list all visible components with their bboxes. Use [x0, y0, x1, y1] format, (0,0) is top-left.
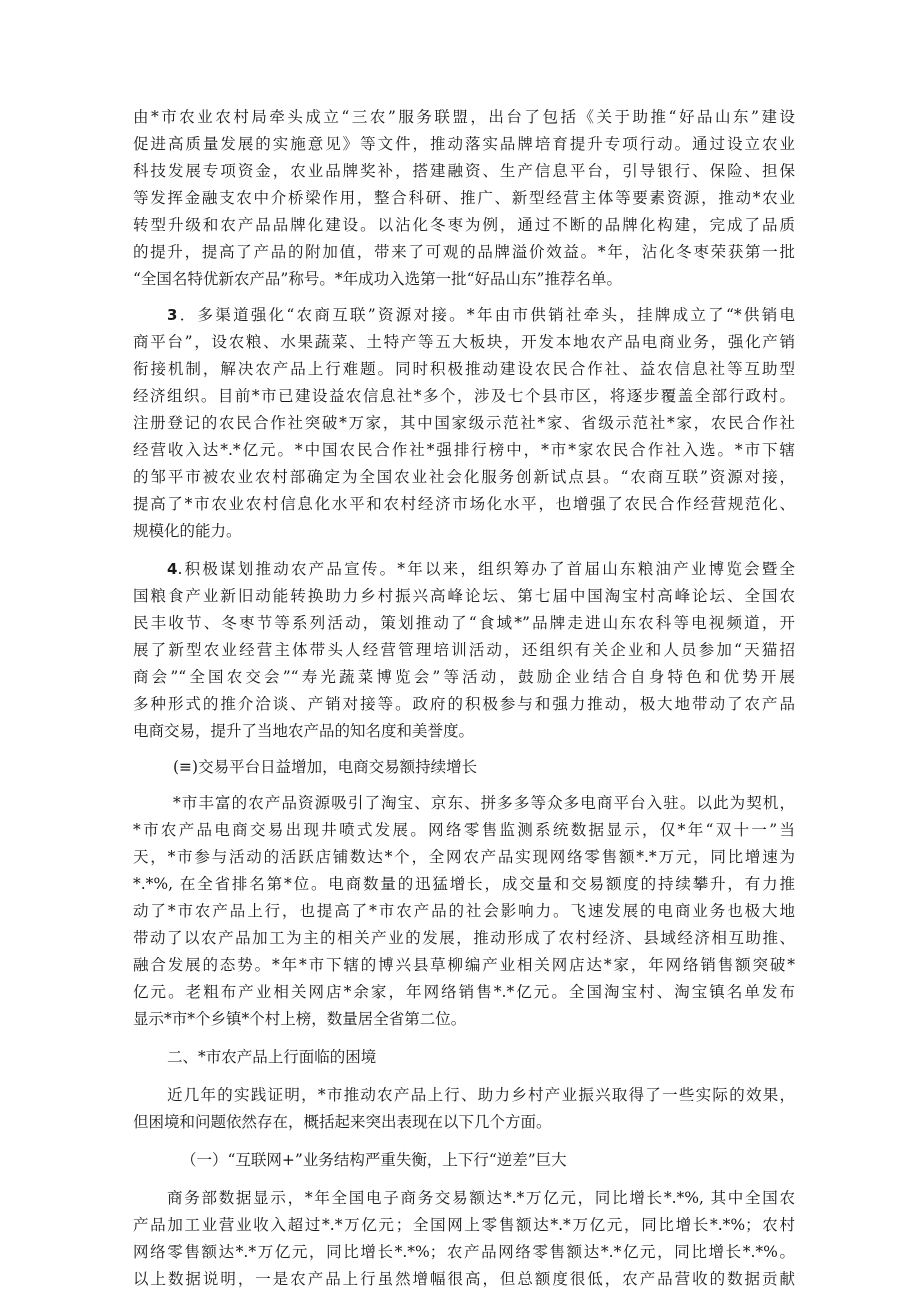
- text-line-content: ．多渠道强化“农商互联”资源对接。*年由市供销社牵头，挂牌成立了“*供销电: [177, 306, 795, 324]
- text-line: 动了*市农产品上行，也提高了*市农产品的社会影响力。飞速发展的电商业务也极大地: [133, 902, 795, 920]
- text-line: 国粮食产业新旧动能转换助力乡村振兴高峰论坛、第七届中国淘宝村高峰论坛、全国农: [133, 587, 795, 605]
- paragraph-item-4: [133, 556, 795, 745]
- text-line: 促进高质量发展的实施意见》等文件，推动落实品牌培育提升专项行动。通过设立农业: [133, 135, 795, 153]
- text-line: 等发挥金融支农中介桥梁作用，整合科研、推广、新型经营主体等要素资源，推动*农业: [133, 189, 795, 207]
- paragraph-stats: [133, 1185, 795, 1293]
- text-line: 规模化的能力。: [133, 522, 242, 540]
- text-line: 科技发展专项资金，农业品牌奖补，搭建融资、生产信息平台，引导银行、保险、担保: [133, 162, 795, 180]
- text-line: 融合发展的态势。*年*市下辖的博兴县草柳编产业相关网店达*家，年网络销售额突破*: [133, 956, 795, 974]
- text-line: 电商交易，提升了当地农产品的知名度和美誉度。: [133, 722, 475, 740]
- text-line: *.*%, 在全省排名第*位。电商数量的迅猛增长，成交量和交易额度的持续攀升，有力推: [133, 875, 795, 893]
- paragraph-intro: [133, 1082, 795, 1136]
- text-line: 但困境和问题依然存在，概括起来突出表现在以下几个方面。: [133, 1113, 552, 1131]
- text-line: 衔接机制，解决农产品上行难题。同时积极推动建设农民合作社、益农信息社等互助型: [133, 360, 795, 378]
- text-line: 天，*市参与活动的活跃店铺数达*个，全网农产品实现网络零售额*.*万元，同比增速为: [133, 848, 795, 866]
- text-line: 注册登记的农民合作社突破*万家，其中国家级示范社*家、省级示范社*家，农民合作社: [133, 414, 795, 432]
- text-line: *市丰富的农产品资源吸引了淘宝、京东、拼多多等众多电商平台入驻。以此为契机，: [173, 794, 795, 812]
- paragraph-brand: [133, 104, 795, 293]
- text-line: 由*市农业农村局牵头成立“三农”服务联盟，出台了包括《关于助推“好品山东”建设: [133, 108, 795, 126]
- text-line: [133, 302, 795, 329]
- text-line: 提高了*市农业农村信息化水平和农村经济市场化水平，也增强了农民合作经营规范化、: [133, 495, 795, 513]
- text-line: 亿元。老粗布产业相关网店*余家，年网络销售*.*亿元。全国淘宝村、淘宝镇名单发布: [133, 983, 795, 1001]
- text-line: 商务部数据显示，*年全国电子商务交易额达*.*万亿元，同比增长*.*%, 其中全国农: [167, 1189, 795, 1207]
- text-line: 的邹平市被农业农村部确定为全国农业社会化服务创新试点县。“农商互联”资源对接，: [133, 468, 795, 486]
- text-line: 网络零售额达*.*万亿元，同比增长*.*%；农产品网络零售额达*.*亿元，同比增长*.*%。: [133, 1243, 795, 1261]
- section-heading: 二、*市农产品上行面临的困境: [167, 1048, 377, 1066]
- text-line: 产品加工业营业收入超过*.*万亿元；全国网上零售额达*.*万亿元，同比增长*.*%；农村: [133, 1216, 795, 1234]
- text-line: 的提升，提高了产品的附加值，带来了可观的品牌溢价效益。*年，沾化冬枣荣获第一批: [133, 243, 795, 261]
- item-number: 3: [167, 306, 178, 324]
- item-number: 4: [167, 560, 178, 578]
- text-line: 经营收入达*.*亿元。*中国农民合作社*强排行榜中，*市*家农民合作社入选。*市下辖: [133, 441, 795, 459]
- text-line: 展了新型农业经营主体带头人经营管理培训活动，还组织有关企业和人员参加“天猫招: [133, 641, 795, 659]
- text-line: [133, 556, 795, 583]
- section-heading: （一）“互联网+”业务结构严重失衡，上下行“逆差”巨大: [181, 1151, 567, 1169]
- text-line: 商平台”，设农粮、水果蔬菜、土特产等五大板块，开发本地农产品电商业务，强化产销: [133, 333, 795, 351]
- text-line: “全国名特优新农产品”称号。*年成功入选第一批“好品山东”推荐名单。: [133, 270, 622, 288]
- section-heading: (≡)交易平台日益增加，电商交易额持续增长: [173, 758, 478, 776]
- text-line: *市农产品电商交易出现井喷式发展。网络零售监测系统数据显示，仅*年“双十一”当: [133, 821, 795, 839]
- text-line: 带动了以农产品加工为主的相关产业的发展，推动形成了农村经济、县域经济相互助推、: [133, 929, 795, 947]
- text-line: 以上数据说明，一是农产品上行虽然增幅很高，但总额度很低，农产品营收的数据贡献: [133, 1270, 795, 1288]
- document-page: [133, 104, 795, 1293]
- paragraph-trade: [133, 790, 795, 1033]
- text-line: 显示*市*个乡镇*个村上榜，数量居全省第二位。: [133, 1010, 467, 1028]
- paragraph-item-3: [133, 302, 795, 545]
- text-line: 商会”“全国农交会”“寿光蔬菜博览会”等活动，鼓励企业结合自身特色和优势开展: [133, 668, 795, 686]
- text-line: 民丰收节、冬枣节等系列活动，策划推动了“食域*”品牌走进山东农科等电视频道，开: [133, 614, 795, 632]
- text-line: 转型升级和农产品品牌化建设。以沾化冬枣为例，通过不断的品牌化构建，完成了品质: [133, 216, 795, 234]
- text-line: 多种形式的推介洽谈、产销对接等。政府的积极参与和强力推动，极大地带动了农产品: [133, 695, 795, 713]
- text-line: 近几年的实践证明，*市推动农产品上行、助力乡村产业振兴取得了一些实际的效果，: [167, 1086, 795, 1104]
- text-line-content: .积极谋划推动农产品宣传。*年以来，组织筹办了首届山东粮油产业博览会暨全: [177, 560, 795, 578]
- text-line: 经济组织。目前*市已建设益农信息社*多个，涉及七个县市区，将逐步覆盖全部行政村。: [133, 387, 795, 405]
